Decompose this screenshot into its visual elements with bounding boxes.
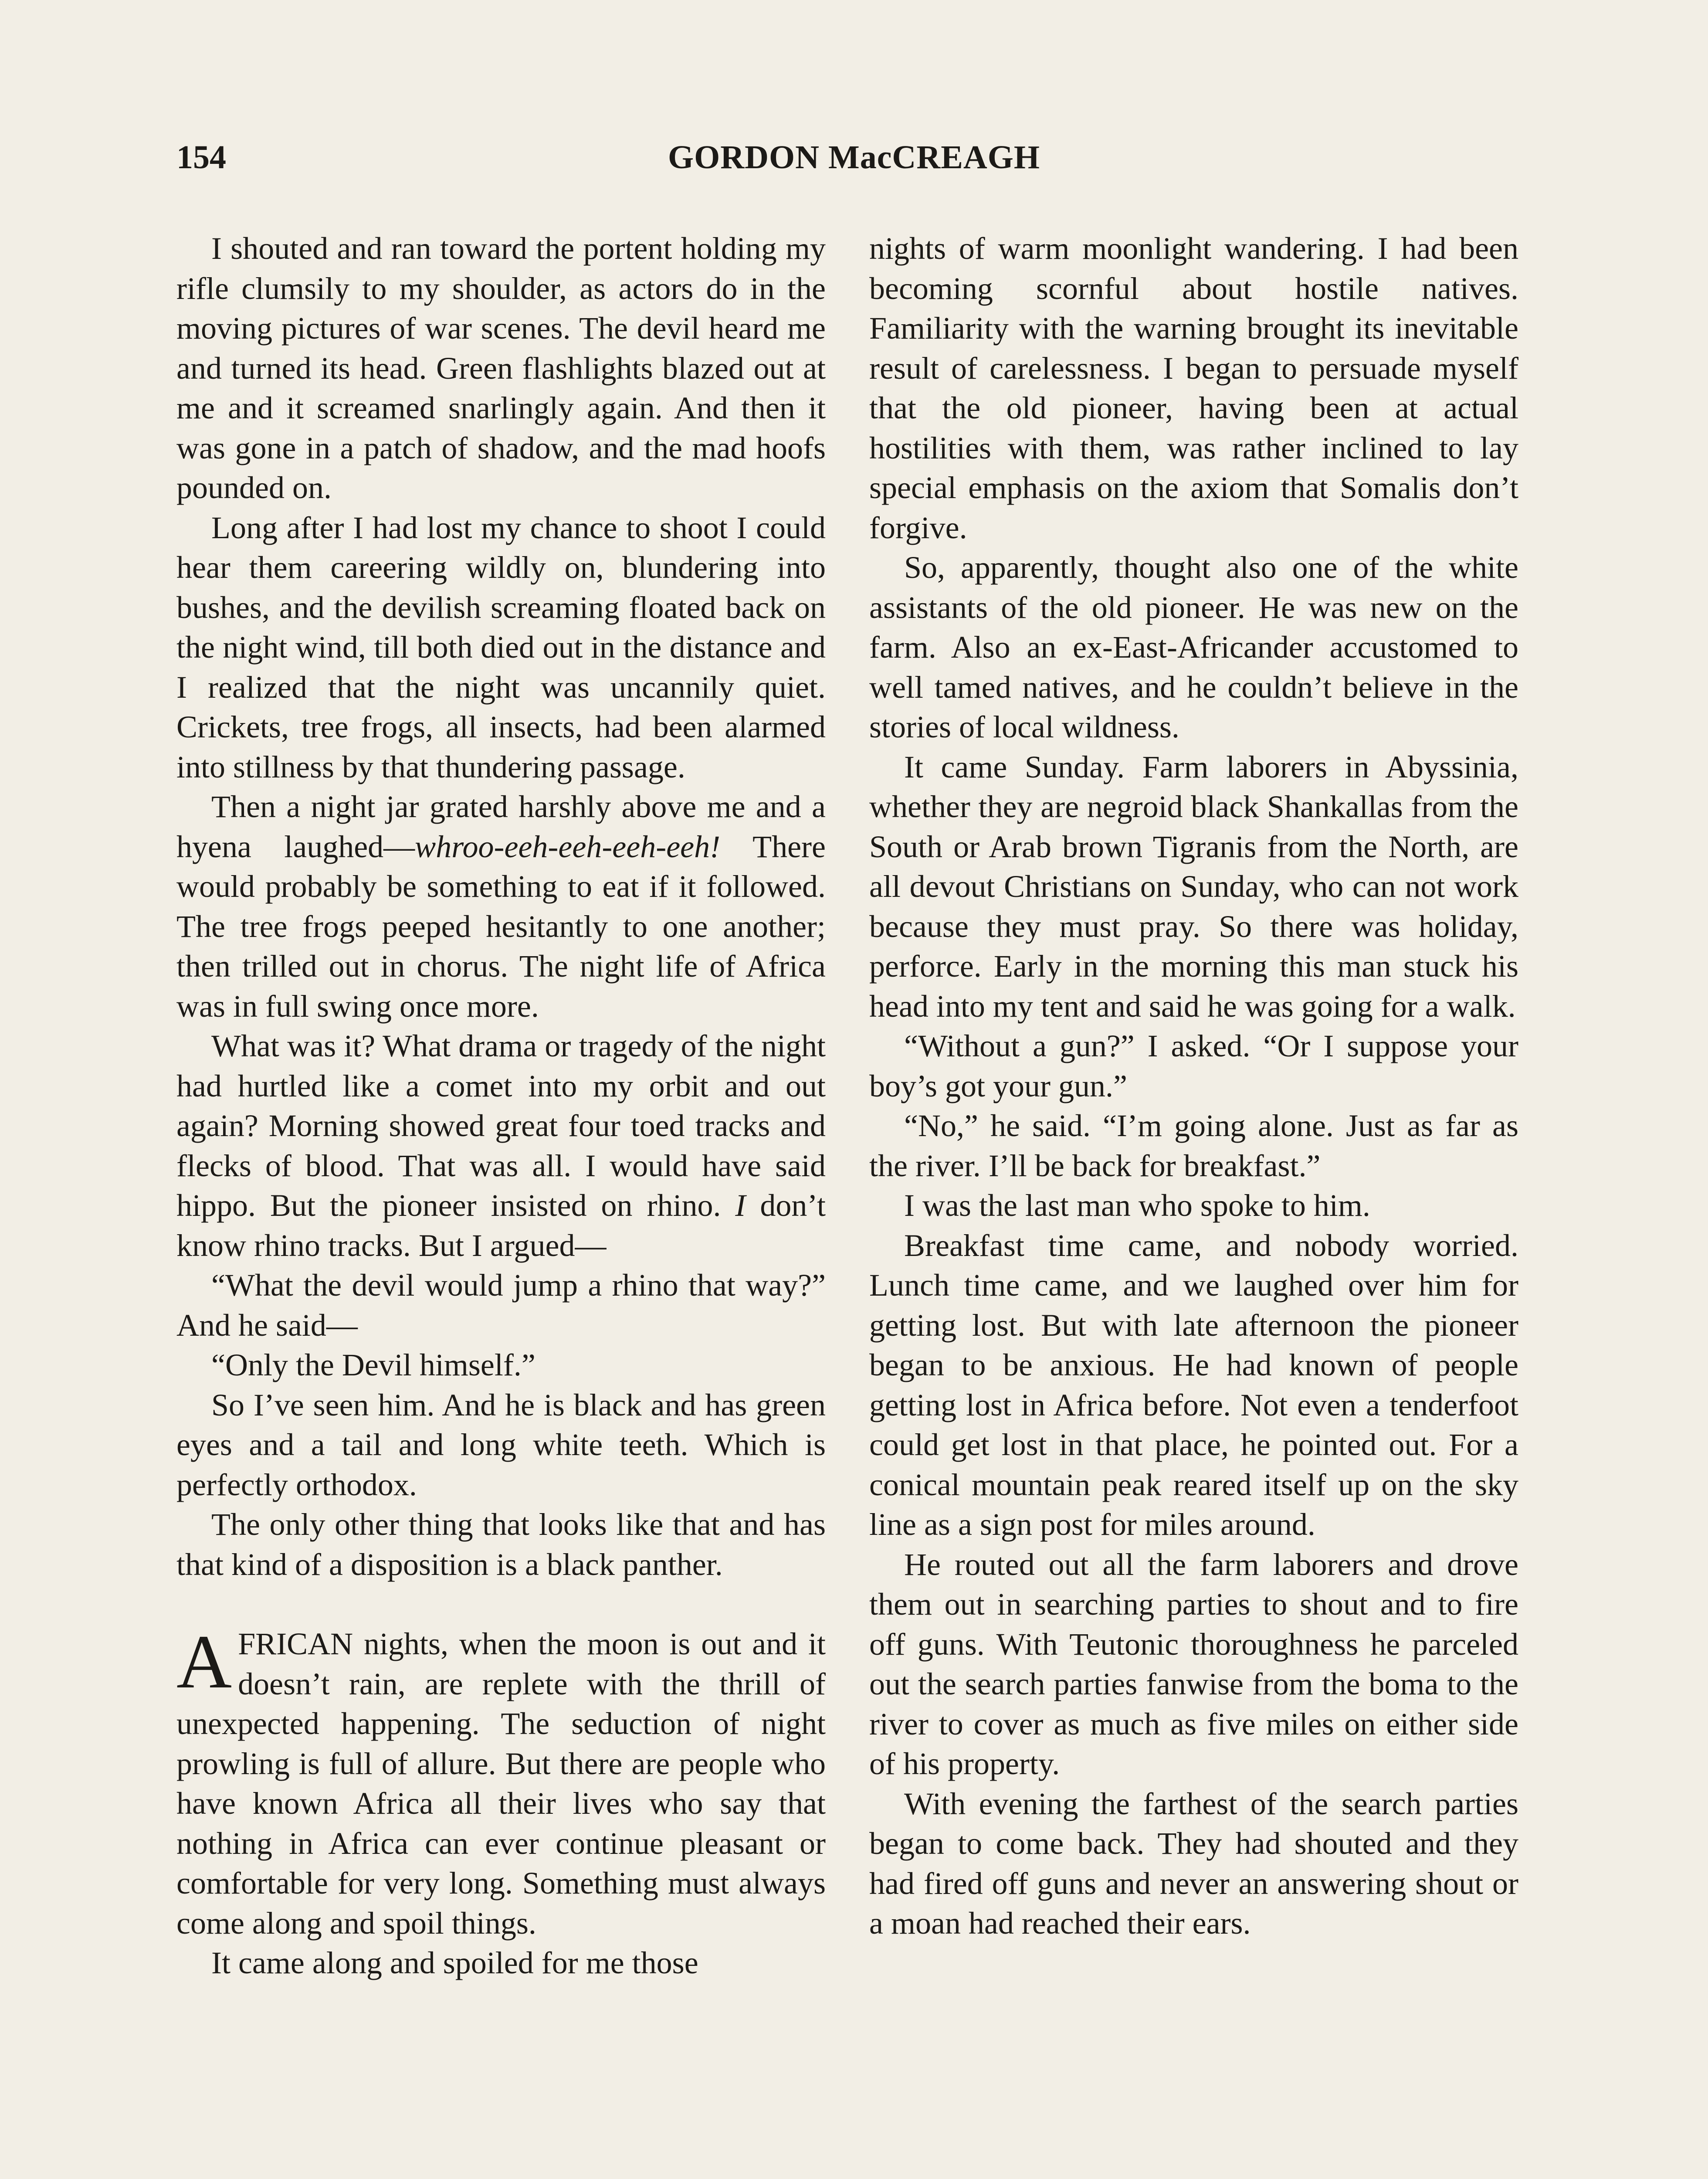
paragraph: So I’ve seen him. And he is black and has green eyes and a tail and long white teeth. Which is perfectly orthodox. — [176, 1387, 826, 1502]
italic-emphasis: I — [735, 1188, 746, 1223]
paragraph: Breakfast time came, and nobody worried. Lunch time came, and we laughed over him for getting lost. But with late afternoon the pioneer began to be anxious. He had known of people getting lost in Africa before. Not even a tenderfoot could get lost in that place, he pointed out. For a conical mountain peak reared itself up on the sky line as a sign post for miles around. — [869, 1228, 1518, 1542]
paragraph — [176, 787, 826, 1026]
continued-paragraph: nights of warm moonlight wandering. I had been becoming scornful about hostile natives. Familiarity with the warning brought its inevitable result of carelessness. I began to persuade myself that the old pioneer, having been at actual hostilities with them, was rather inclined to lay special emphasis on the axiom that Somalis don’t forgive. — [869, 231, 1518, 545]
paragraph: It came Sunday. Farm laborers in Abyssinia, whether they are negroid black Shankallas from the South or Arab brown Tigranis from the North, are all devout Christians on Sunday, who can not work because they must pray. So there was holiday, perforce. Early in the morning this man stuck his head into my tent and said he was going for a walk. — [869, 749, 1518, 1024]
section-opening-paragraph — [176, 1619, 826, 1943]
paragraph: “Only the Devil himself.” — [211, 1347, 535, 1382]
paragraph-text: There would probably be something to eat if it followed. The tree frogs peeped hesitantly to one another; then trilled out in chorus. The night life of Africa was in full swing once more. — [176, 829, 826, 1024]
paragraph-text: Then a night jar grated harshly above me and a hyena laughed— — [176, 789, 826, 864]
italic-sound-text: whroo-eeh-eeh-eeh-eeh! — [415, 829, 721, 864]
drop-cap: A — [176, 1619, 232, 1704]
paragraph: “What the devil would jump a rhino that way?” And he said— — [176, 1268, 826, 1343]
paragraph: With evening the farthest of the search parties began to come back. They had shouted and they had fired off guns and never an answering shout or a moan had reached their ears. — [869, 1786, 1518, 1941]
left-column — [176, 229, 826, 1983]
page-number: 154 — [176, 139, 226, 176]
paragraph: So, apparently, thought also one of the white assistants of the old pioneer. He was new on the farm. Also an ex-East-Africander accustomed to well tamed natives, and he couldn’t believe in the stories of local wildness. — [869, 550, 1518, 744]
paragraph: I shouted and ran toward the portent holding my rifle clumsily to my shoulder, as actors do in the moving pictures of war scenes. The devil heard me and turned its head. Green flashlights blazed out at me and it screamed snarlingly again. And then it was gone in a patch of shadow, and the mad hoofs pounded on. — [176, 231, 826, 505]
paragraph: It came along and spoiled for me those — [211, 1945, 698, 1980]
paragraph-text: nights, when the moon is out and it doesn’t rain, are replete with the thrill of unexpected happening. The seduction of night prowling is full of allure. But there are people who have known Africa all their lives who say that nothing in Africa can ever continue pleasant or comfortable for very long. Something must always come along and spoil things. — [176, 1626, 826, 1941]
paragraph: The only other thing that looks like that and has that kind of a disposition is a black panther. — [176, 1507, 826, 1582]
running-head: GORDON MacCREAGH — [668, 139, 1040, 176]
paragraph-text: don’t know rhino tracks. But I argued— — [176, 1188, 826, 1263]
page-header — [176, 139, 1532, 191]
right-column — [869, 229, 1518, 1944]
paragraph: “Without a gun?” I asked. “Or I suppose your boy’s got your gun.” — [869, 1028, 1518, 1103]
small-caps-lead: FRICAN — [238, 1626, 353, 1661]
paragraph: I was the last man who spoke to him. — [904, 1188, 1370, 1223]
paragraph — [176, 1026, 826, 1266]
paragraph: Long after I had lost my chance to shoot I could hear them careering wildly on, blundering into bushes, and the devilish screaming floated back on the night wind, till both died out in the distance and I realized that the night was uncannily quiet. Crickets, tree frogs, all insects, had been alarmed into stillness by that thundering passage. — [176, 510, 826, 784]
paragraph: “No,” he said. “I’m going alone. Just as far as the river. I’ll be back for breakfast.” — [869, 1108, 1518, 1183]
paragraph: He routed out all the farm laborers and drove them out in searching parties to shout and to fire off guns. With Teutonic thoroughness he parceled out the search parties fanwise from the boma to the river to cover as much as five miles on either side of his property. — [869, 1547, 1518, 1781]
paragraph-text: What was it? What drama or tragedy of the night had hurtled like a comet into my orbit and out again? Morning showed great four toed tracks and flecks of blood. That was all. I would have said hippo. But the pioneer insisted on rhino. — [176, 1028, 826, 1223]
